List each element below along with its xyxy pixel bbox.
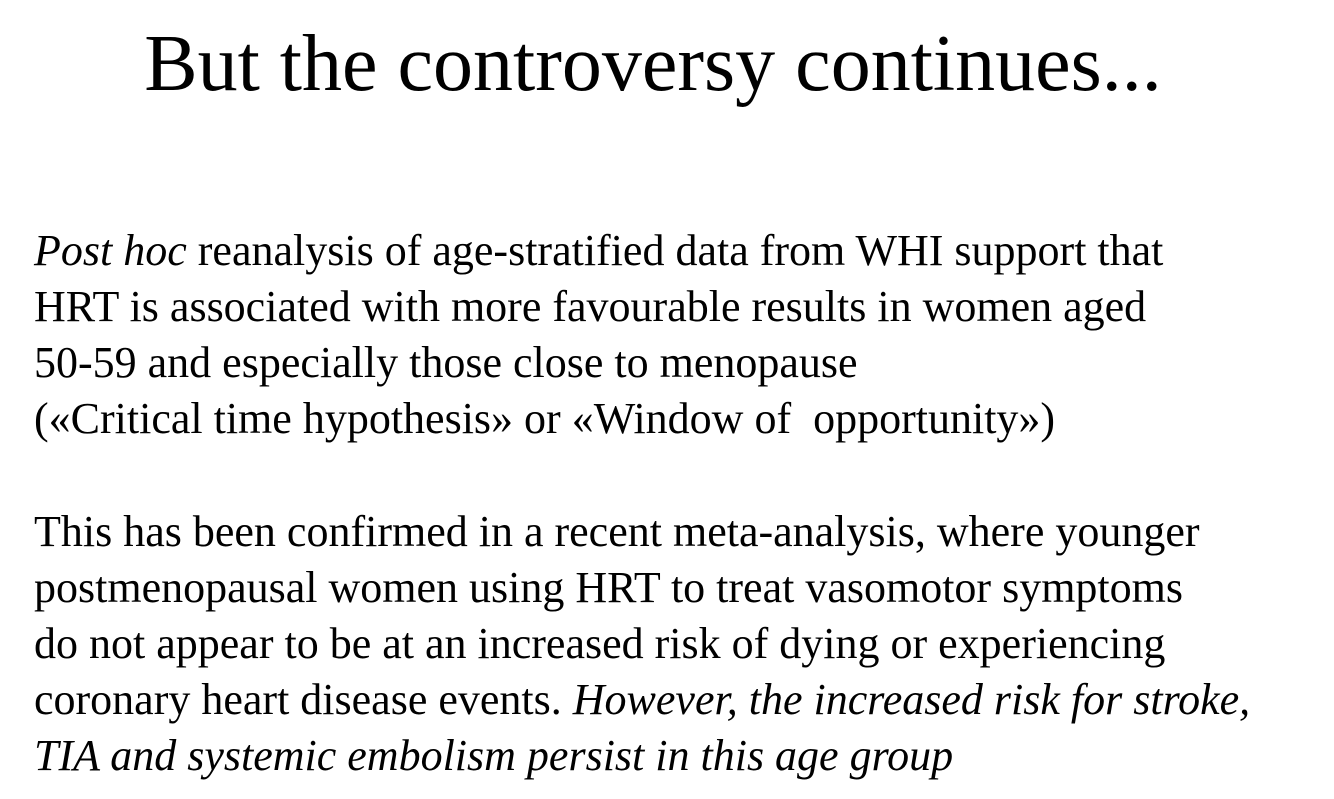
paragraph-line — [34, 223, 1163, 279]
paragraph-line: This has been confirmed in a recent meta-analysis, where younger — [34, 507, 1200, 556]
paragraph-line — [34, 672, 1250, 728]
paragraph-meta-analysis — [34, 504, 1250, 784]
line-text: reanalysis of age-stratified data from WHI support that — [186, 226, 1164, 275]
paragraph-line: postmenopausal women using HRT to treat vasomotor symptoms — [34, 563, 1184, 612]
line-text: coronary heart disease events. — [34, 675, 573, 724]
paragraph-line: HRT is associated with more favourable results in women aged — [34, 282, 1147, 331]
post-hoc-italic: Post hoc — [34, 226, 187, 275]
risk-note-italic: However, the increased risk for stroke, — [572, 675, 1251, 724]
paragraph-line: («Critical time hypothesis» or «Window of opportunity») — [34, 394, 1056, 443]
paragraph-line: 50-59 and especially those close to menopause — [34, 338, 858, 387]
paragraph-reanalysis — [34, 223, 1163, 447]
slide-title: But the controversy continues... — [144, 20, 1162, 108]
paragraph-line: do not appear to be at an increased risk of dying or experiencing — [34, 619, 1166, 668]
risk-note-italic-line: TIA and systemic embolism persist in this age group — [34, 731, 954, 780]
